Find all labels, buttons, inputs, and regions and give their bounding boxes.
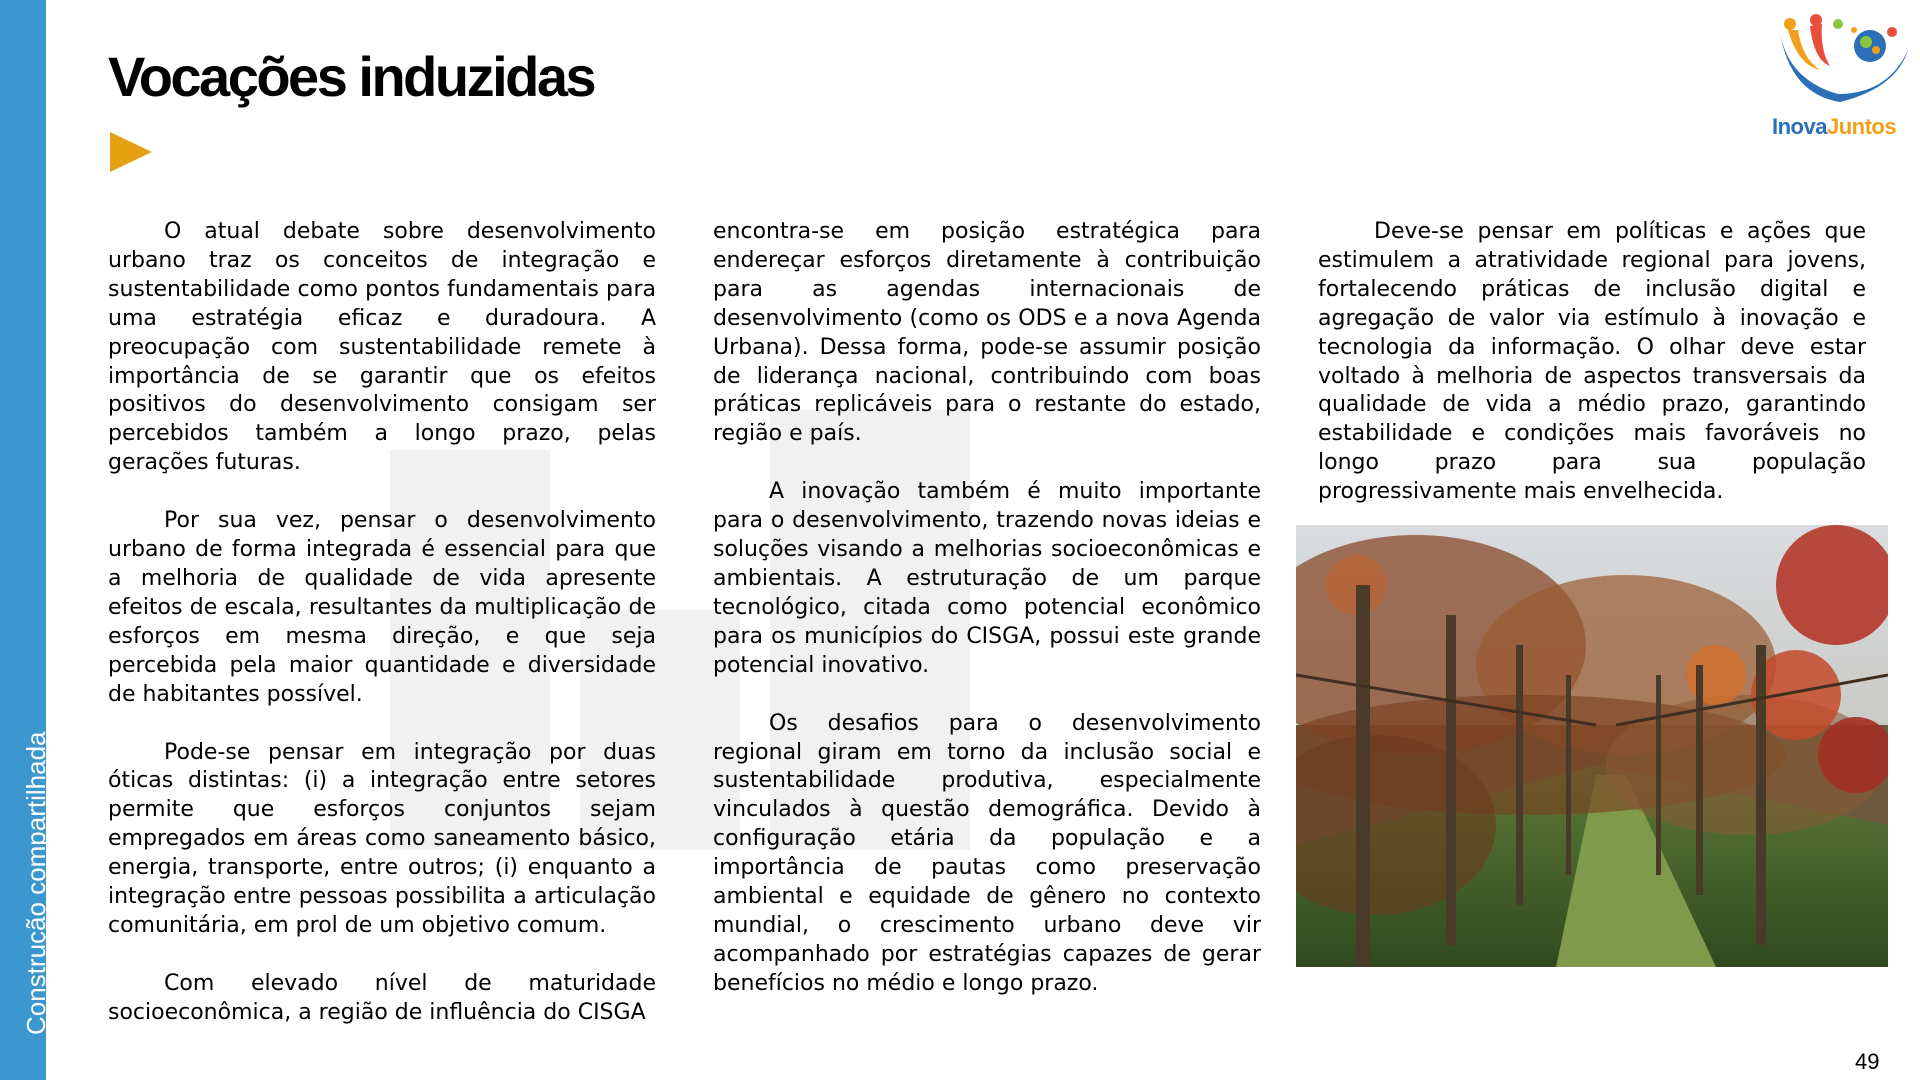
text-column-2 [713,218,1261,1028]
paragraph: encontra-se em posição estratégica para endereçar esforços diretamente à contribuição para as agendas internacionais de desenvolvimento (como os ODS e a nova Agenda Urbana). Dessa forma, pode-se assumir posição de liderança nacional, contribuindo com boas práticas replicáveis para o restante do estado, região e país. [713,219,1261,447]
text-column-3 [1318,218,1866,536]
paragraph: Com elevado nível de maturidade socioeconômica, a região de influência do CISGA [108,970,656,1025]
logo-text-part2: Juntos [1826,114,1897,139]
logo-figures-icon [1780,14,1908,102]
sidebar-label: Construção compartilhada [21,731,51,1035]
svg-text:InovaJuntos [1772,114,1896,139]
arrow-right-icon [110,132,152,172]
paragraph: A inovação também é muito importante para o desenvolvimento, trazendo novas ideias e soluções visando a melhorias socioeconômicas e ambientais. A estruturação de um parque tecnológico, citada como potencial econômico para os municípios do CISGA, possui este grande potencial inovativo. [713,479,1261,678]
vineyard-photo [1296,525,1888,967]
logo-text-part1: Inova [1772,114,1827,139]
inovajuntos-logo [1768,10,1918,140]
page-number: 49 [1855,1049,1880,1074]
page-title: Vocações induzidas [108,45,595,108]
paragraph: Pode-se pensar em integração por duas óticas distintas: (i) a integração entre setores permite que esforços conjuntos sejam empregados em áreas como saneamento básico, energia, transporte, entre outros; (i) enquanto a integração entre pessoas possibilita a articulação comunitária, em prol de um objetivo comum. [108,739,656,938]
paragraph: Deve-se pensar em políticas e ações que estimulem a atratividade regional para jovens, fortalecendo práticas de inclusão digital e agregação de valor via estímulo à inovação e tecnologia da informação. O olhar deve estar voltado à melhoria de aspectos transversais da qualidade de vida a médio prazo, garantindo estabilidade e condições mais favoráveis no longo prazo para sua população progressivamente mais envelhecida. [1318,219,1866,505]
paragraph: O atual debate sobre desenvolvimento urbano traz os conceitos de integração e sustentabilidade como pontos fundamentais para uma estratégia eficaz e duradoura. A preocupação com sustentabilidade remete à importância de se garantir que os efeitos positivos do desenvolvimento consigam ser percebidos também a longo prazo, pelas gerações futuras. [108,219,656,476]
paragraph: Os desafios para o desenvolvimento regional giram em torno da inclusão social e sustentabilidade produtiva, especialmente vinculados à questão demográfica. Devido à configuração etária da população e a importância de pautas como preservação ambiental e equidade de gênero no contexto mundial, o crescimento urbano deve vir acompanhado por estratégias capazes de gerar benefícios no médio e longo prazo. [713,710,1261,996]
paragraph: Por sua vez, pensar o desenvolvimento urbano de forma integrada é essencial para que a melhoria de qualidade de vida apresente efeitos de escala, resultantes da multiplicação de esforços em mesma direção, e que seja percebida pela maior quantidade e diversidade de habitantes possível. [108,508,656,707]
text-column-1 [108,218,656,1057]
